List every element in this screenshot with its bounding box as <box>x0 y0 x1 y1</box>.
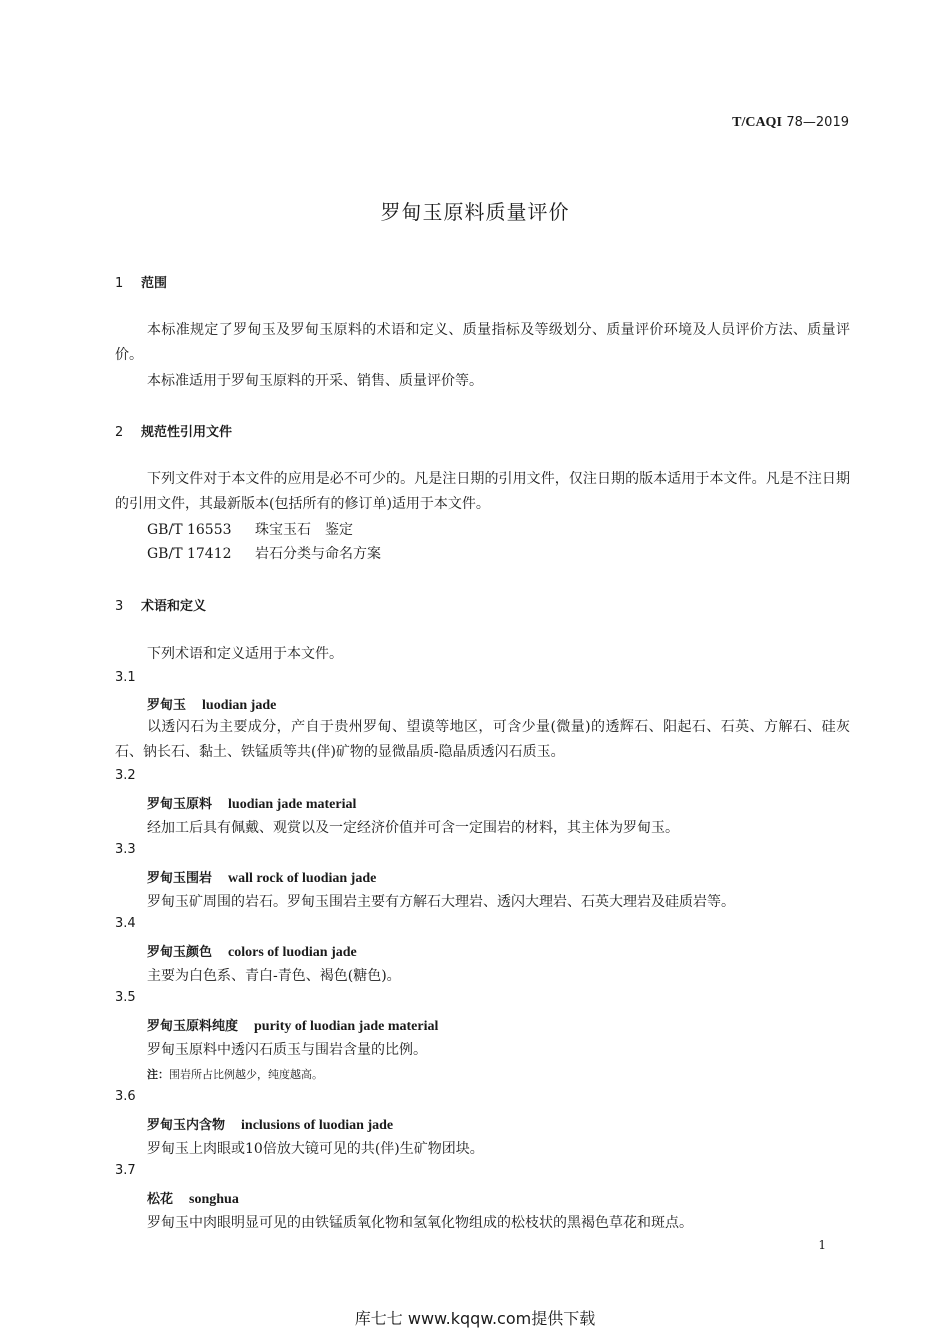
term-number: 3.2 <box>115 768 136 783</box>
scope-paragraph-2: 本标准适用于罗甸玉原料的开采、销售、质量评价等。 <box>147 373 483 389</box>
term-definition: 罗甸玉原料中透闪石质玉与围岩含量的比例。 <box>147 1042 427 1058</box>
section-heading-scope: 1 范围 <box>115 276 168 291</box>
term-number: 3.4 <box>115 916 136 931</box>
section-heading-normative-refs: 2 规范性引用文件 <box>115 425 233 440</box>
term-definition: 经加工后具有佩戴、观赏以及一定经济价值并可含一定围岩的材料，其主体为罗甸玉。 <box>147 820 679 836</box>
code-number: 78—2019 <box>786 115 849 130</box>
section-heading-terms: 3 术语和定义 <box>115 599 207 614</box>
normative-refs-paragraph: 下列文件对于本文件的应用是必不可少的。凡是注日期的引用文件，仅注日期的版本适用于本文件。凡是不注日期的引用文件，其最新版本(包括所有的修订单)适用于本文件。 <box>115 471 850 512</box>
term-title: 罗甸玉原料纯度 purity of luodian jade material <box>147 1019 439 1034</box>
term-number: 3.6 <box>115 1089 136 1104</box>
term-number: 3.7 <box>115 1163 136 1178</box>
term-number: 3.5 <box>115 990 136 1005</box>
page-title: 罗甸玉原料质量评价 <box>380 200 570 224</box>
term-definition: 以透闪石为主要成分，产自于贵州罗甸、望谟等地区，可含少量(微量)的透辉石、阳起石、石英、方解石、硅灰石、钠长石、黏土、铁锰质等共(伴)矿物的显微晶质-隐晶质透闪石质玉。 <box>115 719 850 760</box>
download-footer: 库七七 www.kqqw.com提供下载 <box>354 1309 596 1328</box>
term-number: 3.1 <box>115 670 136 685</box>
term-title: 罗甸玉颜色 colors of luodian jade <box>147 945 357 960</box>
term-title: 罗甸玉 luodian jade <box>147 698 277 713</box>
reference-item: GB/T 16553 珠宝玉石 鉴定 <box>147 522 353 538</box>
term-number: 3.3 <box>115 842 136 857</box>
term-definition: 罗甸玉中肉眼明显可见的由铁锰质氧化物和氢氧化物组成的松枝状的黑褐色草花和斑点。 <box>147 1215 693 1231</box>
term-note: 注：围岩所占比例越少，纯度越高。 <box>147 1068 323 1081</box>
reference-item: GB/T 17412 岩石分类与命名方案 <box>147 546 381 562</box>
term-title: 罗甸玉内含物 inclusions of luodian jade <box>147 1118 394 1133</box>
code-prefix: T/CAQI <box>732 115 782 130</box>
term-definition: 主要为白色系、青白-青色、褐色(糖色)。 <box>147 968 401 984</box>
term-definition: 罗甸玉矿周围的岩石。罗甸玉围岩主要有方解石大理岩、透闪大理岩、石英大理岩及硅质岩等。 <box>147 894 735 910</box>
term-definition: 罗甸玉上肉眼或10倍放大镜可见的共(伴)生矿物团块。 <box>147 1141 484 1157</box>
term-title: 松花 songhua <box>147 1192 239 1207</box>
document-code <box>732 114 849 131</box>
page-number: 1 <box>818 1238 826 1252</box>
scope-paragraph-1: 本标准规定了罗甸玉及罗甸玉原料的术语和定义、质量指标及等级划分、质量评价环境及人员评价方法、质量评价。 <box>115 322 850 363</box>
terms-intro: 下列术语和定义适用于本文件。 <box>147 646 343 662</box>
term-title: 罗甸玉围岩 wall rock of luodian jade <box>147 871 377 886</box>
term-title: 罗甸玉原料 luodian jade material <box>147 797 357 812</box>
